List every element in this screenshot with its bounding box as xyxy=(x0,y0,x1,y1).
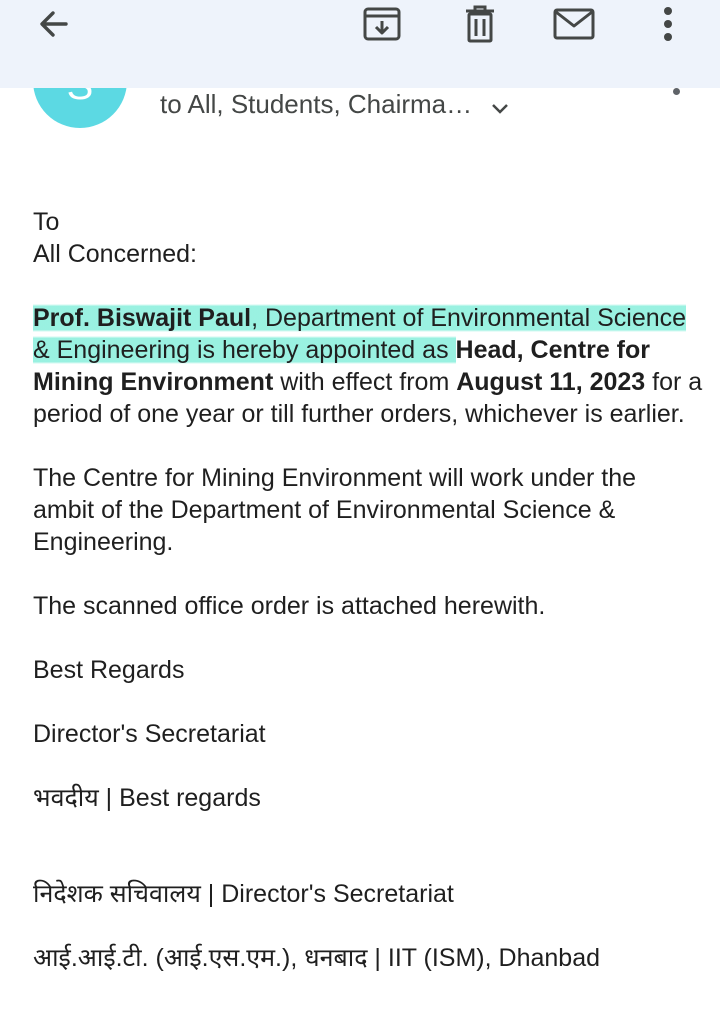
para1-text-1: , Department of Environmental Science & Engineering is hereby appointed as xyxy=(33,304,687,364)
para1-text-2: with effect from xyxy=(273,368,457,396)
more-options-button[interactable] xyxy=(648,4,688,44)
salutation-to: To xyxy=(33,208,60,236)
closing-secretariat: Director's Secretariat xyxy=(33,720,266,748)
overflow-dot xyxy=(673,88,680,95)
mark-unread-button[interactable] xyxy=(554,4,594,44)
recipients-toggle[interactable] xyxy=(160,88,509,122)
salutation-all: All Concerned: xyxy=(33,240,197,268)
more-vertical-icon xyxy=(662,4,674,44)
arrow-left-icon xyxy=(36,6,72,42)
para1-text-3: for a period of one year or till further orders, whichever is earlier. xyxy=(33,368,703,428)
back-button[interactable] xyxy=(34,4,74,44)
trash-icon xyxy=(460,4,500,44)
appointment-role: Head, Centre for Mining Environment xyxy=(33,336,650,396)
recipients-text: to All, Students, Chairma… xyxy=(160,89,473,119)
delete-button[interactable] xyxy=(460,4,500,44)
email-body xyxy=(33,206,703,974)
archive-button[interactable] xyxy=(362,4,402,44)
signature-institute: आई.आई.टी. (आई.एस.एम.), धनबाद | IIT (ISM), Dhanbad xyxy=(33,944,600,972)
chevron-down-icon xyxy=(491,90,509,122)
top-toolbar xyxy=(0,0,720,88)
envelope-icon xyxy=(552,4,596,44)
effective-date: August 11, 2023 xyxy=(456,368,646,396)
ambit-paragraph: The Centre for Mining Environment will work under the ambit of the Department of Environmental Science & Engineering. xyxy=(33,464,637,556)
signature-regards: भवदीय | Best regards xyxy=(33,784,261,812)
closing-regards: Best Regards xyxy=(33,656,185,684)
appointment-paragraph xyxy=(33,302,703,430)
signature-secretariat: निदेशक सचिवालय | Director's Secretariat xyxy=(33,880,454,908)
archive-icon xyxy=(362,4,402,44)
appointee-name: Prof. Biswajit Paul xyxy=(33,304,252,332)
email-header xyxy=(0,88,720,188)
attachment-note: The scanned office order is attached herewith. xyxy=(33,592,546,620)
